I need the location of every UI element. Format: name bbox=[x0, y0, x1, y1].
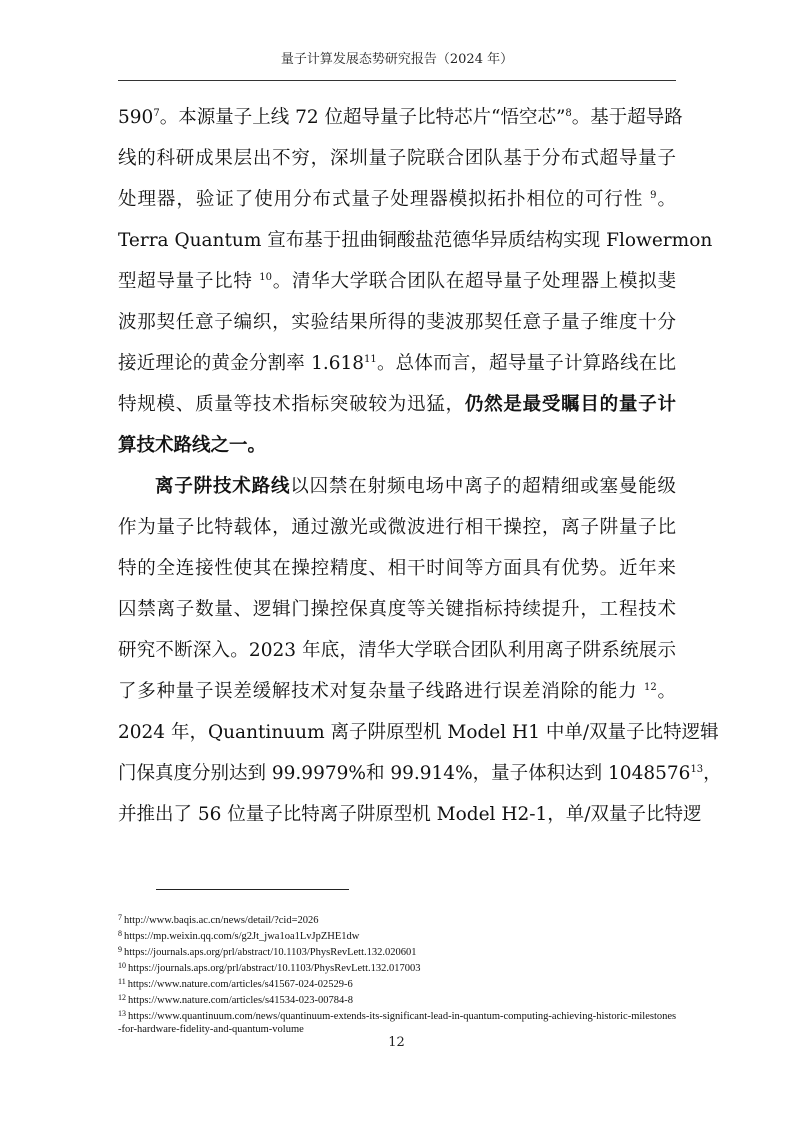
text-span: 处理器，验证了使用分布式量子处理器模拟拓扑相位的可行性 bbox=[118, 189, 651, 210]
text-span: 。 bbox=[656, 681, 676, 702]
section-lead-term: 离子阱技术路线 bbox=[155, 476, 291, 497]
text-span: 。 bbox=[656, 189, 676, 210]
text-line: 线的科研成果层出不穷，深圳量子院联合团队基于分布式超导量子 bbox=[118, 148, 676, 169]
footnote-7 bbox=[118, 911, 678, 927]
running-header: 量子计算发展态势研究报告（2024 年） bbox=[280, 52, 514, 67]
text-line bbox=[118, 97, 683, 138]
footnote-mark: 7 bbox=[118, 913, 122, 922]
text-line bbox=[118, 261, 676, 302]
page-number: 12 bbox=[388, 1035, 405, 1050]
footnote-mark: 10 bbox=[118, 961, 126, 970]
text-line bbox=[118, 343, 676, 384]
text-line: Terra Quantum 宣布基于扭曲铜酸盐范德华异质结构实现 Flowermon bbox=[118, 230, 713, 251]
footnotes bbox=[118, 911, 678, 1036]
emphasis-line: 算技术路线之一。 bbox=[118, 435, 267, 456]
footnote-link[interactable]: http://www.baqis.ac.cn/news/detail/?cid=2026 bbox=[124, 915, 319, 926]
text-span: 。基于超导路 bbox=[571, 107, 683, 128]
footnote-12 bbox=[118, 991, 678, 1007]
body-text bbox=[118, 97, 722, 835]
footnote-mark: 9 bbox=[118, 945, 122, 954]
footnote-9 bbox=[118, 943, 678, 959]
text-span: 。总体而言，超导量子计算路线在比 bbox=[376, 353, 676, 374]
text-line bbox=[118, 753, 722, 794]
text-span: 型超导量子比特 bbox=[118, 271, 260, 292]
footnote-10 bbox=[118, 959, 678, 975]
text-span: 接近理论的黄金分割率 1.618 bbox=[118, 353, 365, 374]
footnote-ref[interactable]: 8 bbox=[565, 108, 572, 119]
text-line: 2024 年，Quantinuum 离子阱原型机 Model H1 中单/双量子比特逻辑 bbox=[118, 722, 719, 743]
text-span: ， bbox=[703, 763, 722, 784]
text-line bbox=[118, 179, 676, 220]
text-line: 波那契任意子编织，实验结果所得的斐波那契任意子量子维度十分 bbox=[118, 312, 676, 333]
footnote-11 bbox=[118, 975, 678, 991]
footnote-link[interactable]: https://mp.weixin.qq.com/s/g2Jt_jwa1oa1LvJpZHE1dw bbox=[124, 931, 360, 942]
text-line: 特的全连接性使其在操控精度、相干时间等方面具有优势。近年来 bbox=[118, 558, 676, 579]
paragraph-superconducting bbox=[118, 97, 713, 466]
text-line bbox=[118, 671, 676, 712]
footnote-ref[interactable]: 10 bbox=[259, 272, 273, 283]
text-line: 研究不断深入。2023 年底，清华大学联合团队利用离子阱系统展示 bbox=[118, 640, 676, 661]
footnote-mark: 12 bbox=[118, 993, 126, 1002]
footnote-8 bbox=[118, 927, 678, 943]
text-line bbox=[118, 384, 676, 425]
footnote-ref[interactable]: 13 bbox=[690, 764, 704, 775]
text-span: 了多种量子误差缓解技术对复杂量子线路进行误差消除的能力 bbox=[118, 681, 645, 702]
footnote-link[interactable]: https://journals.aps.org/prl/abstract/10.1103/PhysRevLett.132.017003 bbox=[128, 963, 421, 974]
footnote-link[interactable]: https://www.quantinuum.com/news/quantinuum-extends-its-significant-lead-in-quantum-computing-achieving-historic-milestones-for-hardware-fidelity-and-quantum-volume bbox=[118, 1011, 677, 1035]
text-line: 并推出了 56 位量子比特离子阱原型机 Model H2-1，单/双量子比特逻 bbox=[118, 804, 702, 825]
footnote-ref[interactable]: 7 bbox=[153, 108, 160, 119]
footnote-link[interactable]: https://journals.aps.org/prl/abstract/10.1103/PhysRevLett.132.020601 bbox=[124, 947, 417, 958]
footnote-13 bbox=[118, 1007, 678, 1036]
paragraph-ion-trap bbox=[118, 466, 722, 835]
footnote-link[interactable]: https://www.nature.com/articles/s41567-024-02529-6 bbox=[127, 979, 353, 990]
header-rule bbox=[118, 80, 676, 81]
text-span: 门保真度分别达到 99.9979%和 99.914%，量子体积达到 1048576 bbox=[118, 763, 691, 784]
text-span: 。本源量子上线 72 位超导量子比特芯片“悟空芯” bbox=[159, 107, 566, 128]
footnote-link[interactable]: https://www.nature.com/articles/s41534-023-00784-8 bbox=[128, 995, 354, 1006]
footnote-ref[interactable]: 11 bbox=[364, 354, 377, 365]
text-span: 以囚禁在射频电场中离子的超精细或塞曼能级 bbox=[290, 476, 676, 497]
footnote-mark: 13 bbox=[118, 1009, 126, 1018]
emphasis-text: 仍然是最受瞩目的量子计 bbox=[464, 394, 676, 415]
footnote-separator bbox=[156, 889, 349, 890]
footnote-ref[interactable]: 9 bbox=[650, 190, 657, 201]
footnote-ref[interactable]: 12 bbox=[644, 682, 657, 693]
text-line: 囚禁离子数量、逻辑门操控保真度等关键指标持续提升，工程技术 bbox=[118, 599, 676, 620]
text-span: 。清华大学联合团队在超导量子处理器上模拟斐 bbox=[272, 271, 676, 292]
text-span: 590 bbox=[118, 107, 154, 128]
footnote-mark: 11 bbox=[118, 977, 126, 986]
text-span: 特规模、质量等技术指标突破较为迅猛， bbox=[118, 394, 465, 415]
text-line: 作为量子比特载体，通过激光或微波进行相干操控，离子阱量子比 bbox=[118, 517, 676, 538]
footnote-mark: 8 bbox=[118, 929, 122, 938]
text-line bbox=[118, 466, 676, 507]
